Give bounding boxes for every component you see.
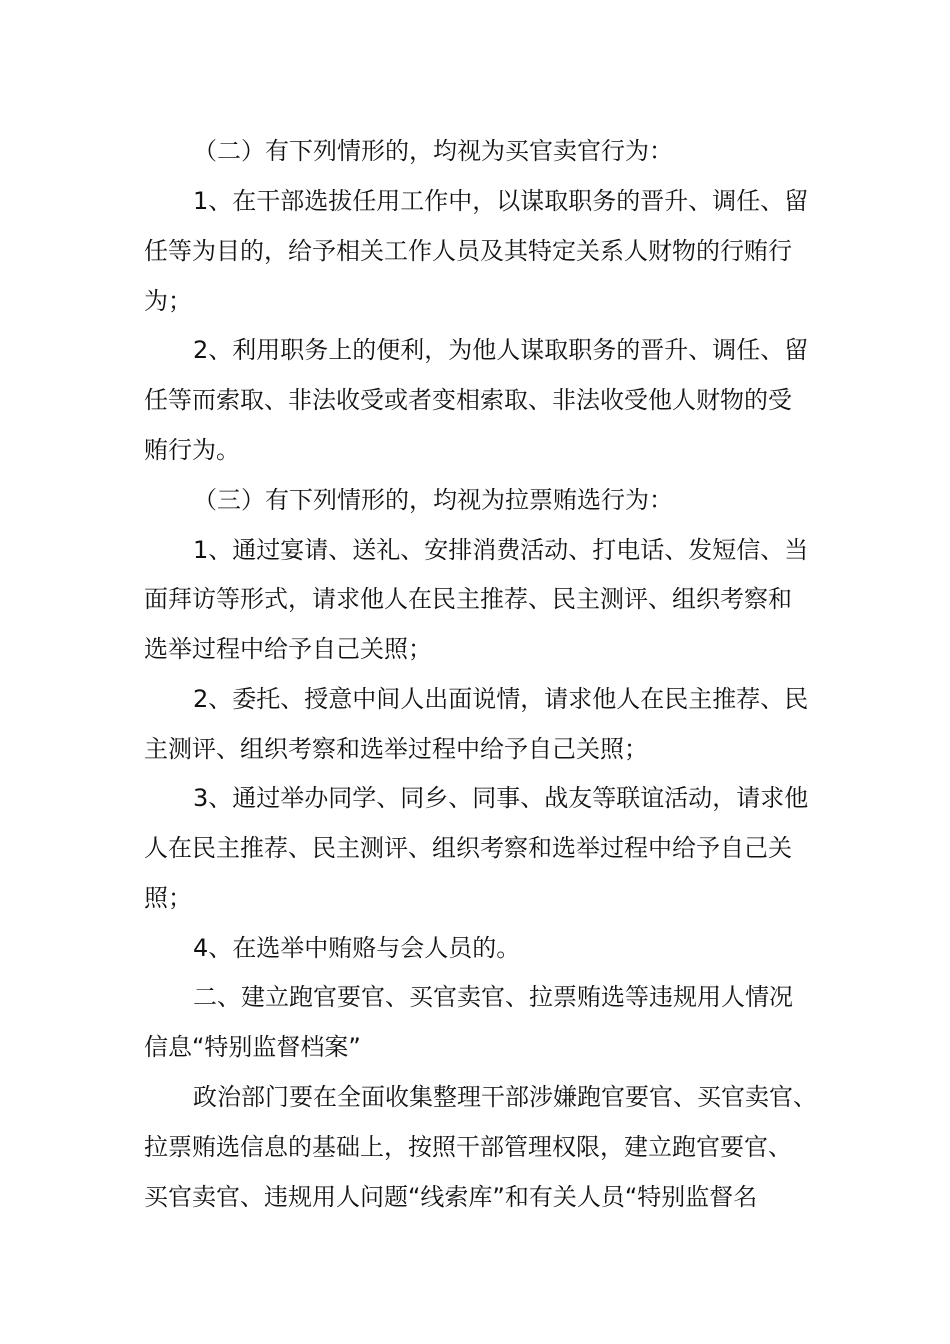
section-heading-two: 二、建立跑官要官、买官卖官、拉票贿选等违规用人情况: [193, 983, 793, 1011]
paragraph-line: 为；: [144, 287, 192, 315]
paragraph-line: 主测评、组织考察和选举过程中给予自己关照；: [144, 735, 648, 763]
paragraph-line: 面拜访等形式，请求他人在民主推荐、民主测评、组织考察和: [144, 585, 792, 613]
paragraph-line: 3、通过举办同学、同乡、同事、战友等联谊活动，请求他: [193, 784, 809, 812]
paragraph-line: 任等为目的，给予相关工作人员及其特定关系人财物的行贿行: [144, 237, 792, 265]
paragraph-line: 1、在干部选拔任用工作中，以谋取职务的晋升、调任、留: [193, 187, 809, 215]
paragraph-line: 1、通过宴请、送礼、安排消费活动、打电话、发短信、当: [193, 536, 809, 564]
section-heading-2: （二）有下列情形的，均视为买官卖官行为：: [193, 137, 673, 165]
paragraph-line: 2、委托、授意中间人出面说情，请求他人在民主推荐、民: [193, 685, 809, 713]
paragraph-line: 政治部门要在全面收集整理干部涉嫌跑官要官、买官卖官、: [193, 1083, 817, 1111]
paragraph-line: 4、在选举中贿赂与会人员的。: [193, 934, 521, 962]
paragraph-line: 任等而索取、非法收受或者变相索取、非法收受他人财物的受: [144, 386, 792, 414]
paragraph-line: 选举过程中给予自己关照；: [144, 635, 432, 663]
section-heading-two-cont: 信息“特别监督档案”: [144, 1033, 361, 1061]
paragraph-line: 买官卖官、违规用人问题“线索库”和有关人员“特别监督名: [144, 1183, 758, 1211]
paragraph-line: 人在民主推荐、民主测评、组织考察和选举过程中给予自己关: [144, 834, 792, 862]
paragraph-line: 贿行为。: [144, 436, 240, 464]
paragraph-line: 拉票贿选信息的基础上，按照干部管理权限，建立跑官要官、: [144, 1133, 792, 1161]
paragraph-line: 照；: [144, 884, 192, 912]
section-heading-3: （三）有下列情形的，均视为拉票贿选行为：: [193, 486, 673, 514]
paragraph-line: 2、利用职务上的便利，为他人谋取职务的晋升、调任、留: [193, 336, 809, 364]
